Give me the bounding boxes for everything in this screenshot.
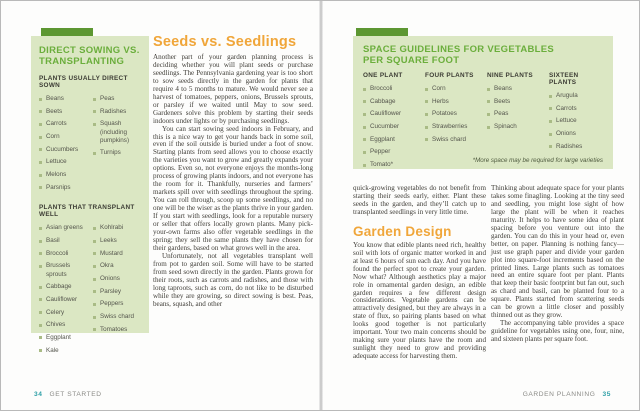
article-body [153, 54, 313, 309]
list-item [39, 146, 87, 154]
column-items [363, 85, 417, 169]
square-bullet-icon [39, 240, 42, 243]
list-item-label: Potatoes [432, 110, 457, 118]
list-item-label: Peas [494, 110, 509, 118]
list-item [487, 98, 541, 106]
list-item-label: Cauliflower [46, 295, 78, 303]
continuation-text [353, 185, 486, 217]
column-2-body [491, 185, 624, 344]
list-item-label: Basil [46, 237, 60, 245]
list-item-label: Chives [46, 321, 66, 329]
list-item [93, 288, 141, 296]
square-bullet-icon [39, 349, 42, 352]
list-item [39, 108, 87, 116]
list-item-label: Tomatoes [100, 325, 128, 333]
square-bullet-icon [39, 174, 42, 177]
list-item-label: Eggplant [46, 333, 71, 341]
list-item [39, 296, 87, 304]
list-item [363, 85, 417, 93]
list-item [549, 117, 603, 125]
list-item-label: Parsley [100, 287, 121, 295]
list-item-label: Kohlrabi [100, 224, 124, 232]
direct-sown-col2 [93, 95, 141, 196]
list-item-label: Pepper [370, 148, 391, 156]
square-bullet-icon [487, 126, 490, 129]
list-item [93, 275, 141, 283]
square-bullet-icon [549, 145, 552, 148]
list-item [39, 171, 87, 179]
square-bullet-icon [93, 328, 96, 331]
list-item-label: Beans [46, 95, 64, 102]
list-item-label: Parsnips [46, 183, 71, 191]
list-item-label: Broccoli [46, 249, 69, 257]
square-bullet-icon [425, 88, 428, 91]
list-item [39, 120, 87, 128]
list-item [39, 133, 87, 141]
table-column-four-plants [425, 72, 479, 174]
list-item-label: Peas [100, 95, 115, 102]
page-gutter-divider [319, 1, 323, 411]
garden-design-body [353, 242, 486, 361]
direct-sowing-sidebar [31, 36, 149, 354]
list-item [39, 262, 87, 278]
list-item [39, 250, 87, 258]
square-bullet-icon [39, 110, 42, 113]
square-bullet-icon [39, 136, 42, 139]
list-item [487, 123, 541, 131]
garden-design-heading: Garden Design [353, 223, 452, 239]
list-item [549, 105, 603, 113]
list-item-label: Radishes [100, 107, 127, 115]
list-item [487, 85, 541, 93]
square-bullet-icon [487, 88, 490, 91]
list-item-label: Okra [100, 262, 114, 270]
transplant-col1 [39, 224, 87, 359]
square-bullet-icon [93, 252, 96, 255]
square-bullet-icon [93, 123, 96, 126]
square-bullet-icon [39, 98, 42, 101]
list-item [39, 184, 87, 192]
footer-section-label: GARDEN PLANNING [522, 391, 596, 398]
square-bullet-icon [39, 311, 42, 314]
sidebar-title [39, 45, 141, 67]
right-page-column-2 [491, 185, 624, 344]
article-paragraph: The accompanying table provides a space guideline for vegetables using one, four, nine, and sixteen plants per square foot. [491, 319, 624, 344]
list-item [39, 334, 87, 342]
list-item-label: Mustard [100, 249, 123, 257]
list-item [93, 262, 141, 270]
list-item-label: Lettuce [556, 117, 577, 125]
list-item [39, 283, 87, 291]
square-bullet-icon [363, 113, 366, 116]
list-item [363, 98, 417, 106]
list-item [425, 123, 479, 131]
article-paragraph: Unfortunately, not all vegetables transplant well from pot to garden soil. Some will have to be started from seed sown directly in the garden. Plants grown for their roots, such as carrots and radishes, and those with long taproots, such as corn, do not like to be disturbed while they are growing, so direct sowing is best. Peas, beans, squash, and other [153, 251, 313, 308]
list-item [549, 92, 603, 100]
list-item [93, 300, 141, 308]
list-item-label: Herbs [432, 97, 449, 105]
list-item-label: Celery [46, 308, 65, 316]
transplant-well-list [39, 224, 141, 359]
spacebox-title-line: PER SQUARE FOOT [363, 55, 460, 66]
list-item [363, 136, 417, 144]
list-item-label: Broccoli [370, 85, 393, 92]
list-item-label: Spinach [494, 123, 517, 131]
list-item [93, 108, 141, 116]
list-item [39, 321, 87, 329]
square-bullet-icon [39, 227, 42, 230]
table-column-one-plant [363, 72, 417, 174]
list-item-label: Kale [46, 346, 59, 354]
spacebox-title-line: SPACE GUIDELINES FOR VEGETABLES [363, 44, 555, 55]
list-item-label: Corn [46, 133, 60, 141]
list-item [39, 237, 87, 245]
space-guidelines-box [353, 36, 613, 169]
square-bullet-icon [363, 151, 366, 154]
list-item-label: Leeks [100, 237, 117, 245]
list-item [93, 224, 141, 232]
square-bullet-icon [363, 100, 366, 103]
square-bullet-icon [363, 126, 366, 129]
column-items [549, 92, 603, 151]
list-item-label: Tomato* [370, 161, 394, 169]
square-bullet-icon [39, 123, 42, 126]
page-number: 34 [34, 391, 43, 398]
square-bullet-icon [425, 126, 428, 129]
list-item-label: Onions [100, 275, 120, 283]
square-bullet-icon [549, 120, 552, 123]
article-heading: Seeds vs. Seedlings [153, 34, 297, 50]
list-item-label: Corn [432, 85, 446, 92]
list-item [39, 158, 87, 166]
list-item [39, 95, 87, 103]
list-item-label: Swiss chard [100, 313, 134, 321]
square-bullet-icon [549, 107, 552, 110]
square-bullet-icon [39, 148, 42, 151]
seeds-vs-seedlings-article [153, 34, 313, 309]
list-item-label: Cabbage [370, 97, 396, 105]
square-bullet-icon [93, 290, 96, 293]
table-footnote: *More space may be required for large varieties [472, 157, 603, 164]
square-bullet-icon [363, 164, 366, 167]
square-bullet-icon [93, 303, 96, 306]
square-bullet-icon [93, 240, 96, 243]
list-item-label: Beets [494, 97, 511, 105]
list-item-label: Cabbage [46, 283, 72, 291]
square-bullet-icon [487, 113, 490, 116]
list-item [93, 313, 141, 321]
list-item-label: Radishes [556, 142, 583, 150]
sidebar-title-line: DIRECT SOWING VS. [39, 45, 140, 56]
left-page-footer [34, 391, 102, 398]
square-bullet-icon [93, 316, 96, 319]
square-bullet-icon [363, 138, 366, 141]
list-item [363, 148, 417, 156]
article-paragraph: Thinking about adequate space for your plants takes some finagling. Looking at the tiny seed and seedling, you might lose sight of how large the plant will be when it reaches maturity. It helps to have some idea of plant spacing before you venture out into the garden. You can do this in your head or, even better, on paper. Planning is nothing fancy—just use graph paper and divide your garden plot into square-foot increments based on the printed lines. Large plants such as tomatoes need an entire square foot per plant. Plants that keep their basic footprint but fan out, such as chard and basil, can be planted four to a square. Plants started from scattering seeds can be grown a little closer and possibly thinned out as they grow. [491, 184, 624, 320]
list-item-label: Asian greens [46, 224, 83, 232]
list-item [39, 347, 87, 355]
list-item [549, 130, 603, 138]
column-header: ONE PLANT [363, 72, 403, 79]
column-items [487, 85, 541, 131]
list-item-label: Eggplant [370, 135, 395, 143]
square-bullet-icon [39, 161, 42, 164]
list-item-label: Cucumbers [46, 145, 79, 153]
list-item-label: Carrots [46, 120, 67, 128]
list-item [425, 110, 479, 118]
square-bullet-icon [549, 95, 552, 98]
article-paragraph: Another part of your garden planning process is deciding whether you will plant seeds or purchase seedlings. The Pennsylvania gardening year is too short to sow seeds directly in the garden for plants that require 4 to 5 months to mature. We would never see a harvest of tomatoes, peppers, onions, Brussels sprouts, or parsley if we waited until May to sow seed. Gardeners solve this problem by starting their seeds indoors under lights or by purchasing seedlings. [153, 53, 313, 125]
list-item-label: Cucumber [370, 123, 400, 131]
square-bullet-icon [425, 138, 428, 141]
column-header: NINE PLANTS [487, 72, 533, 79]
square-bullet-icon [93, 110, 96, 113]
right-page-column-1 [353, 185, 486, 361]
direct-sown-col1 [39, 95, 87, 196]
square-bullet-icon [39, 286, 42, 289]
column-header: FOUR PLANTS [425, 72, 474, 79]
list-item-label: Brussels sprouts [46, 262, 71, 278]
list-item [425, 98, 479, 106]
list-item [39, 309, 87, 317]
sidebar-title-line: TRANSPLANTING [39, 56, 125, 67]
page-number: 35 [602, 391, 611, 398]
footer-section-label: GET STARTED [49, 391, 102, 398]
column-items [425, 85, 479, 144]
square-bullet-icon [425, 113, 428, 116]
list-item [425, 136, 479, 144]
list-item [93, 120, 141, 145]
square-bullet-icon [93, 278, 96, 281]
list-item [363, 110, 417, 118]
list-item-label: Peppers [100, 300, 124, 308]
square-bullet-icon [487, 100, 490, 103]
direct-sown-list [39, 95, 141, 196]
transplant-col2 [93, 224, 141, 359]
list-item-label: Lettuce [46, 158, 67, 166]
list-item [363, 161, 417, 169]
column-header: SIXTEEN PLANTS [549, 72, 579, 86]
article-paragraph: quick-growing vegetables do not benefit from starting their seeds early, either. Plant these seeds in the garden, and they’ll catch up to transplanted seedlings in very little time. [353, 184, 486, 216]
list-item [425, 85, 479, 93]
square-bullet-icon [363, 88, 366, 91]
sidebar-tab-marker [41, 28, 93, 36]
square-bullet-icon [549, 133, 552, 136]
list-item-label: Arugula [556, 92, 578, 99]
list-item-label: Turnips [100, 149, 121, 157]
list-item-label: Squash (including pumpkins) [100, 120, 130, 144]
list-item [93, 326, 141, 334]
list-item [363, 123, 417, 131]
list-item-label: Swiss chard [432, 135, 466, 143]
list-item [93, 149, 141, 157]
list-item [487, 110, 541, 118]
square-bullet-icon [93, 152, 96, 155]
list-item [93, 237, 141, 245]
square-bullet-icon [93, 98, 96, 101]
list-item-label: Beans [494, 85, 512, 92]
list-item-label: Carrots [556, 104, 577, 112]
spacebox-tab-marker [356, 28, 408, 36]
square-bullet-icon [39, 324, 42, 327]
list-item-label: Onions [556, 130, 576, 138]
article-paragraph: You can start sowing seed indoors in February, and this is a nice way to get your hands back in some soil, even if the soil outside is buried under a foot of snow. Starting plants from seed allows you to choose exactly the varieties you want to grow and greatly expands your options. Even so, not everyone enjoys the months-long process of growing plants indoors, and not everyone has the room for it. Thankfully, nurseries and farmers’ markets spill over with seedlings throughout the spring. You can roll through, scoop up some seedlings, and no one will be the wiser as the plants thrive in your garden. If you start with seedlings, look for a reputable nursery or seller that offers locally grown plants. Many pick-your-own farms also offer vegetable seedlings in the spring; they sell the same plants they have chosen for their gardens, based on what grows well in the area. [153, 124, 313, 252]
section-label-transplant-well: PLANTS THAT TRANSPLANT WELL [39, 204, 135, 219]
square-bullet-icon [93, 265, 96, 268]
square-bullet-icon [425, 100, 428, 103]
list-item [549, 143, 603, 151]
list-item [93, 95, 141, 103]
square-bullet-icon [39, 298, 42, 301]
article-paragraph: You know that edible plants need rich, healthy soil with lots of organic matter worked in and at least 6 hours of sun each day. And you have found the perfect spot to create your garden. Now what? Although aesthetics play a major role in ornamental garden design, an edible garden requires a few different design considerations. Vegetable gardens can be attractively designed, but they are always in a state of flux, so pairing plants based on what looks good together is not particularly important. Your two main concerns should be making sure your plants have the room and sunlight they need to grow and providing adequate access for harvesting them. [353, 240, 486, 361]
list-item-label: Beets [46, 107, 63, 115]
square-bullet-icon [39, 265, 42, 268]
square-bullet-icon [39, 336, 42, 339]
spacebox-title [363, 44, 603, 66]
list-item-label: Cauliflower [370, 110, 402, 118]
right-page-footer [523, 391, 611, 398]
section-label-direct-sown: PLANTS USUALLY DIRECT SOWN [39, 75, 128, 89]
square-bullet-icon [93, 227, 96, 230]
list-item-label: Melons [46, 171, 67, 179]
list-item [93, 250, 141, 258]
list-item [39, 224, 87, 232]
square-bullet-icon [39, 186, 42, 189]
list-item-label: Strawberries [432, 123, 468, 131]
square-bullet-icon [39, 252, 42, 255]
